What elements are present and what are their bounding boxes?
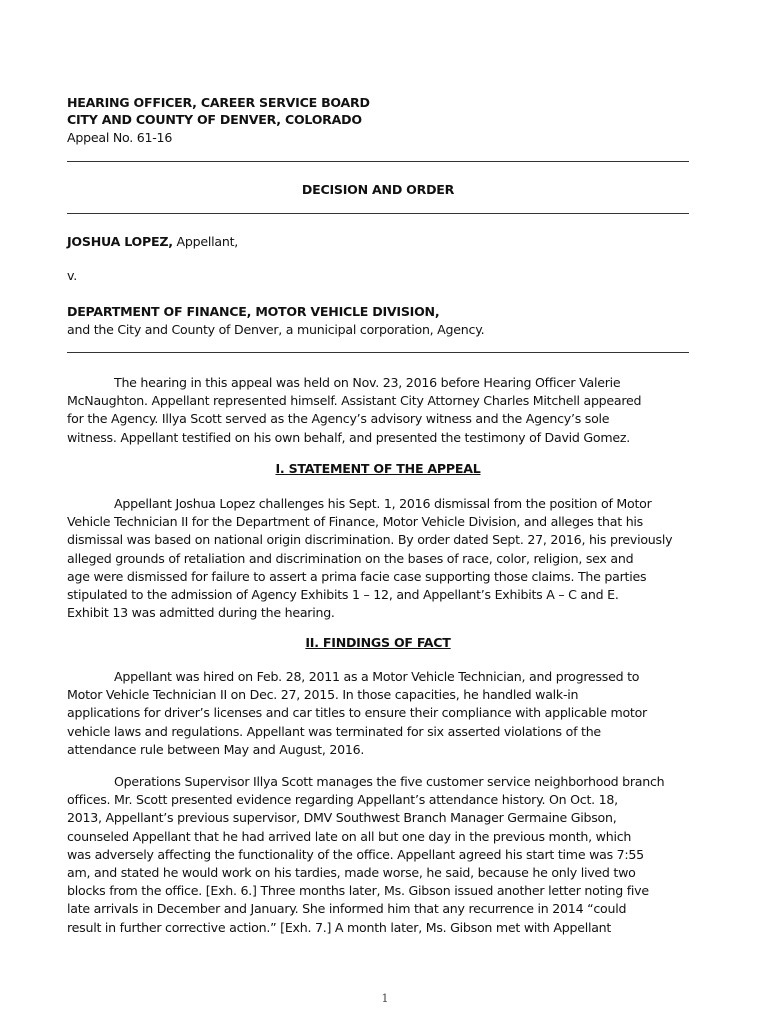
paragraph-line: late arrivals in December and January. She informed him that any recurrence in 2014 “could [67, 901, 627, 917]
paragraph-line: Operations Supervisor Illya Scott manages the five customer service neighborhood branch [114, 774, 665, 789]
statement-paragraph [67, 495, 689, 622]
paragraph-line: blocks from the office. [Exh. 6.] Three months later, Ms. Gibson issued another letter noting five [67, 883, 649, 899]
paragraph-line: Appellant Joshua Lopez challenges his Sept. 1, 2016 dismissal from the position of Motor [114, 496, 652, 511]
page-number: 1 [381, 992, 389, 1005]
document-title: DECISION AND ORDER [301, 182, 455, 197]
paragraph-line: Exhibit 13 was admitted during the hearing. [67, 605, 335, 621]
paragraph-line: witness. Appellant testified on his own behalf, and presented the testimony of David Gomez. [67, 429, 630, 445]
appellant-role: Appellant, [172, 234, 239, 249]
paragraph-line: was adversely affecting the functionality of the office. Appellant agreed his start time was 7:55 [67, 846, 644, 862]
paragraph-line: vehicle laws and regulations. Appellant was terminated for six asserted violations of the [67, 723, 601, 739]
agency-name: DEPARTMENT OF FINANCE, MOTOR VEHICLE DIVISION, [67, 304, 440, 319]
header-jurisdiction: CITY AND COUNTY OF DENVER, COLORADO [67, 112, 362, 127]
paragraph-line: for the Agency. Illya Scott served as the Agency’s advisory witness and the Agency’s sole [67, 411, 610, 427]
paragraph-line: The hearing in this appeal was held on Nov. 23, 2016 before Hearing Officer Valerie [114, 375, 621, 390]
findings-paragraph-2 [67, 773, 689, 937]
paragraph-line: offices. Mr. Scott presented evidence regarding Appellant’s attendance history. On Oct. 18, [67, 792, 618, 808]
paragraph-line: alleged grounds of retaliation and discrimination on the bases of race, color, religion, sex and [67, 550, 634, 566]
appellant-name: JOSHUA LOPEZ, [67, 234, 173, 249]
section-heading-findings [67, 634, 689, 652]
paragraph-line: 2013, Appellant’s previous supervisor, DMV Southwest Branch Manager Germaine Gibson, [67, 810, 617, 826]
appeal-number: Appeal No. 61-16 [67, 130, 173, 145]
divider [67, 161, 689, 162]
section-heading-text: II. FINDINGS OF FACT [305, 635, 451, 650]
paragraph-line: age were dismissed for failure to assert a prima facie case supporting those claims. The parties [67, 568, 647, 584]
divider [67, 352, 689, 353]
appellant-line [67, 233, 238, 251]
paragraph-line: result in further corrective action.” [Exh. 7.] A month later, Ms. Gibson met with Appellant [67, 919, 612, 935]
paragraph-line: dismissal was based on national origin discrimination. By order dated Sept. 27, 2016, his previously [67, 532, 673, 548]
paragraph-line: stipulated to the admission of Agency Exhibits 1 – 12, and Appellant’s Exhibits A – C and E. [67, 587, 619, 603]
paragraph-line: am, and stated he would work on his tardies, made worse, he said, because he only lived two [67, 865, 636, 881]
versus: v. [67, 268, 77, 283]
paragraph-line: Appellant was hired on Feb. 28, 2011 as a Motor Vehicle Technician, and progressed to [114, 669, 640, 684]
findings-paragraph-1 [67, 668, 689, 759]
agency-description: and the City and County of Denver, a municipal corporation, Agency. [67, 322, 485, 337]
divider [67, 213, 689, 214]
paragraph-line: counseled Appellant that he had arrived late on all but one day in the previous month, which [67, 828, 632, 844]
section-heading-statement [67, 460, 689, 478]
paragraph-line: McNaughton. Appellant represented himself. Assistant City Attorney Charles Mitchell appeared [67, 393, 642, 409]
paragraph-line: Motor Vehicle Technician II on Dec. 27, 2015. In those capacities, he handled walk-in [67, 687, 579, 703]
section-heading-text: I. STATEMENT OF THE APPEAL [275, 461, 481, 476]
paragraph-line: Vehicle Technician II for the Department of Finance, Motor Vehicle Division, and alleges that his [67, 514, 643, 530]
intro-paragraph [67, 374, 689, 447]
paragraph-line: applications for driver’s licenses and car titles to ensure their compliance with applicable motor [67, 705, 647, 721]
paragraph-line: attendance rule between May and August, 2016. [67, 741, 365, 757]
header-board-title: HEARING OFFICER, CAREER SERVICE BOARD [67, 95, 370, 110]
